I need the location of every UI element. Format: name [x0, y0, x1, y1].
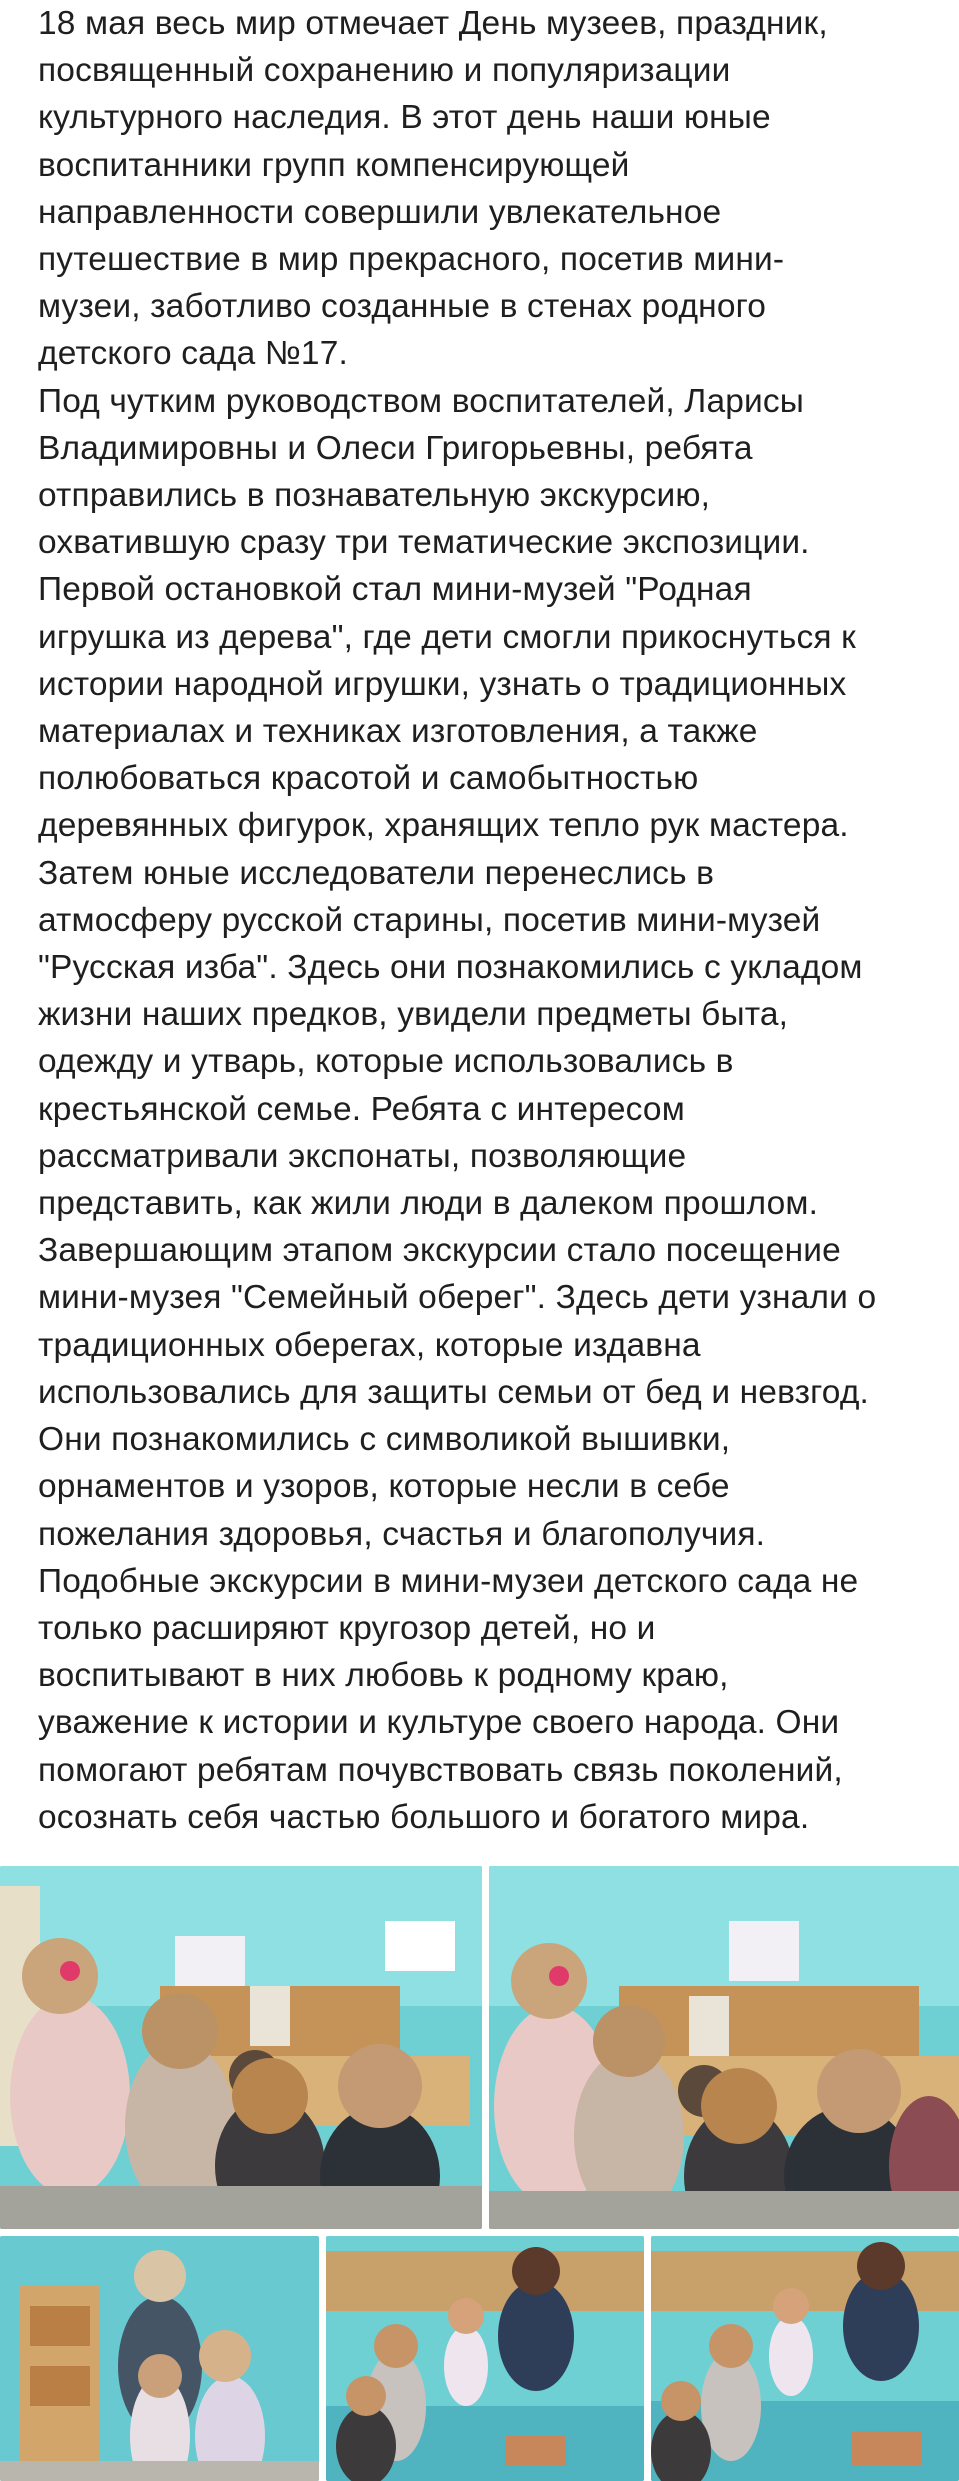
- gallery-photo-5[interactable]: [651, 2236, 959, 2481]
- photo-1-image: [0, 1866, 482, 2229]
- photo-gallery: [0, 1866, 959, 2481]
- photo-2-image: [489, 1866, 959, 2229]
- gallery-photo-4[interactable]: [326, 2236, 644, 2481]
- photo-4-image: [326, 2236, 644, 2481]
- photo-3-image: [0, 2236, 319, 2481]
- gallery-photo-1[interactable]: [0, 1866, 482, 2229]
- photo-5-image: [651, 2236, 959, 2481]
- gallery-photo-2[interactable]: [489, 1866, 959, 2229]
- post-text: 18 мая весь мир отмечает День музеев, праздник, посвященный сохранению и популяризации культурного наследия. В этот день наши юные воспитанники групп компенсирующей направленности совершили увлекательное путешествие в мир прекрасного, посетив мини- музеи, заботливо созданные в стенах родного детского сада №17. Под чутким руководством воспитателей, Ларисы Владимировны и Олеси Григорьевны, ребята отправились в познавательную экскурсию, охватившую сразу три тематические экспозиции. Первой остановкой стал мини-музей "Родная игрушка из дерева", где дети смогли прикоснуться к истории народной игрушки, узнать о традиционных материалах и техниках изготовления, а также полюбоваться красотой и самобытностью деревянных фигурок, хранящих тепло рук мастера. Затем юные исследователи перенеслись в атмосферу русской старины, посетив мини-музей "Русская изба". Здесь они познакомились с укладом жизни наших предков, увидели предметы быта, одежду и утварь, которые использовались в крестьянской семье. Ребята с интересом рассматривали экспонаты, позволяющие представить, как жили люди в далеком прошлом. Завершающим этапом экскурсии стало посещение мини-музея "Семейный оберег". Здесь дети узнали о традиционных оберегах, которые издавна использовались для защиты семьи от бед и невзгод. Они познакомились с символикой вышивки, орнаментов и узоров, которые несли в себе пожелания здоровья, счастья и благополучия. Подобные экскурсии в мини-музеи детского сада не только расширяют кругозор детей, но и воспитывают в них любовь к родному краю, уважение к истории и культуре своего народа. Они помогают ребятам почувствовать связь поколений, осознать себя частью большого и богатого мира.: [38, 5, 877, 1836]
- gallery-photo-3[interactable]: [0, 2236, 319, 2481]
